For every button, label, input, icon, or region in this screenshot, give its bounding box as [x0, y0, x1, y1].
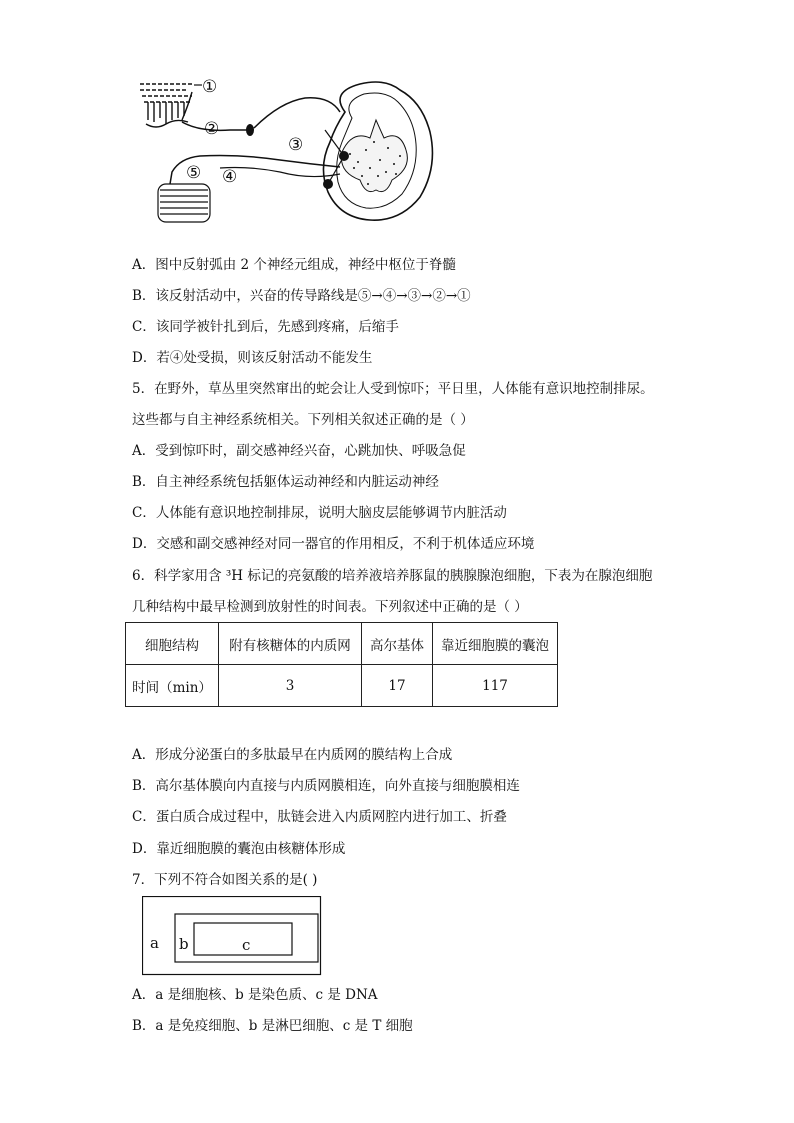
label-2: ②	[204, 119, 220, 139]
q6-option-d: D．靠近细胞膜的囊泡由核糖体形成	[132, 841, 346, 857]
q5-stem-line-2: 这些都与自主神经系统相关。下列相关叙述正确的是（ ）	[132, 412, 474, 428]
table-header-cell: 附有核糖体的内质网	[219, 623, 362, 665]
q6-option-b: B．高尔基体膜向内直接与内质网膜相连，向外直接与细胞膜相连	[132, 778, 520, 794]
table-cell: 时间（min）	[126, 665, 219, 707]
q4-option-c: C．该同学被针扎到后，先感到疼痛，后缩手	[132, 319, 399, 335]
reflex-arc-diagram	[130, 72, 440, 232]
label-3: ③	[288, 135, 304, 155]
q7-stem: 7．下列不符合如图关系的是( )	[132, 872, 318, 888]
box-label-a: a	[150, 934, 159, 952]
table-header-cell: 靠近细胞膜的囊泡	[433, 623, 558, 665]
table-header-cell: 细胞结构	[126, 623, 219, 665]
table-header-cell: 高尔基体	[362, 623, 433, 665]
q5-option-d: D．交感和副交感神经对同一器官的作用相反，不利于机体适应环境	[132, 536, 535, 552]
q7-option-a: A．a 是细胞核、b 是染色质、c 是 DNA	[132, 987, 378, 1003]
skin-receptor-drawing	[140, 84, 192, 127]
q6-stem-line-2: 几种结构中最早检测到放射性的时间表。下列叙述中正确的是（ ）	[132, 599, 528, 615]
q5-option-c: C．人体能有意识地控制排尿，说明大脑皮层能够调节内脏活动	[132, 505, 507, 521]
label-4: ④	[222, 167, 238, 187]
nested-box-diagram	[142, 896, 322, 976]
q5-stem-line-1: 5．在野外，草丛里突然窜出的蛇会让人受到惊吓；平日里，人体能有意识地控制排尿。	[132, 381, 654, 397]
muscle-effector-drawing	[158, 184, 210, 222]
ganglion	[246, 124, 254, 136]
table-row	[126, 665, 558, 707]
q4-option-d: D．若④处受损，则该反射活动不能发生	[132, 350, 373, 366]
box-label-b: b	[179, 935, 189, 953]
table-cell: 17	[362, 665, 433, 707]
q5-option-a: A．受到惊吓时，副交感神经兴奋，心跳加快、呼吸急促	[132, 443, 466, 459]
box-label-c: c	[242, 936, 251, 954]
q7-option-b: B．a 是免疫细胞、b 是淋巴细胞、c 是 T 细胞	[132, 1018, 413, 1034]
q4-option-a: A．图中反射弧由 2 个神经元组成，神经中枢位于脊髓	[132, 257, 456, 273]
table-header-row	[126, 623, 558, 665]
q5-option-b: B．自主神经系统包括躯体运动神经和内脏运动神经	[132, 474, 439, 490]
table-cell: 3	[219, 665, 362, 707]
q6-stem-line-1: 6．科学家用含 ³H 标记的亮氨酸的培养液培养豚鼠的胰腺腺泡细胞，下表为在腺泡细胞	[132, 568, 653, 584]
q6-option-c: C．蛋白质合成过程中，肽链会进入内质网腔内进行加工、折叠	[132, 809, 507, 825]
label-1: ①	[202, 77, 218, 97]
radioactivity-time-table	[125, 622, 558, 707]
label-5: ⑤	[186, 163, 202, 183]
gray-matter	[341, 120, 407, 192]
q4-option-b: B．该反射活动中，兴奋的传导路线是⑤→④→③→②→①	[132, 288, 471, 304]
table-cell: 117	[433, 665, 558, 707]
q6-option-a: A．形成分泌蛋白的多肽最早在内质网的膜结构上合成	[132, 747, 453, 763]
